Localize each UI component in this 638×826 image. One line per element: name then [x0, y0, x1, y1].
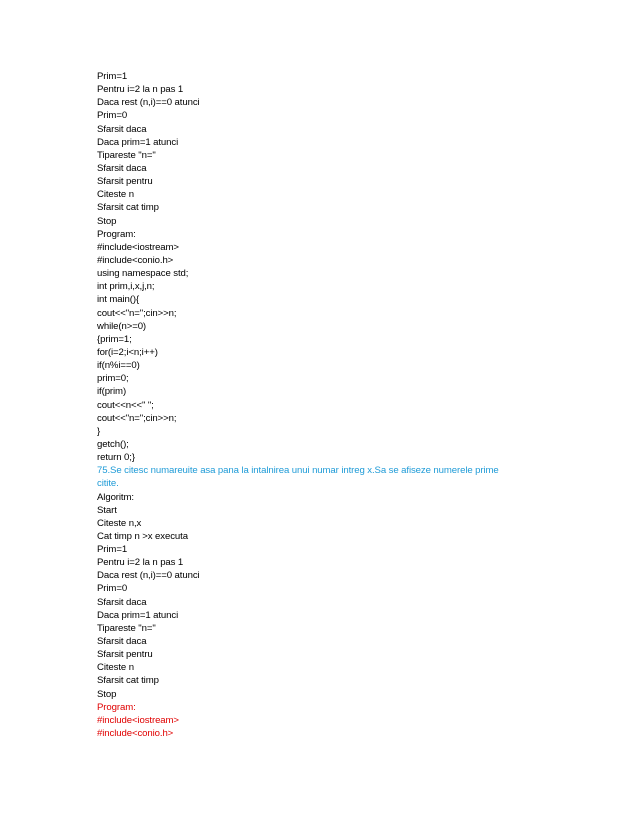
text-line: int main(){ [97, 294, 140, 306]
text-line: Sfarsit cat timp [97, 675, 159, 687]
text-line: while(n>=0) [97, 320, 147, 332]
highlighted-code-line: Program: [97, 701, 136, 713]
text-line: Daca rest (n,i)==0 atunci [97, 97, 200, 109]
text-line: Prim=1 [97, 71, 128, 82]
text-line: } [97, 425, 101, 437]
highlighted-code-line: #include<iostream> [97, 714, 179, 726]
text-line: Cat timp n >x executa [97, 530, 188, 542]
text-line: Pentru i=2 la n pas 1 [97, 84, 184, 96]
highlighted-code-line: #include<conio.h> [97, 728, 174, 740]
text-line: if(prim) [97, 386, 127, 398]
text-line: Sfarsit daca [97, 636, 147, 648]
text-line: cout<<n<<" "; [97, 399, 154, 411]
text-line: Sfarsit daca [97, 596, 147, 608]
text-line: Citeste n,x [97, 517, 142, 529]
text-line: cout<<"n=";cin>>n; [97, 307, 177, 319]
text-line: Sfarsit cat timp [97, 202, 159, 214]
exercise-statement-line: citite. [97, 478, 119, 490]
text-line: Sfarsit daca [97, 123, 147, 135]
text-line: Prim=0 [97, 110, 128, 122]
text-line: Citeste n [97, 189, 134, 201]
text-line: Citeste n [97, 662, 134, 674]
text-line: int prim,i,x,j,n; [97, 281, 155, 293]
text-line: Sfarsit pentru [97, 649, 153, 661]
text-line: Prim=0 [97, 583, 128, 595]
text-line: Algoritm: [97, 491, 134, 503]
text-line: if(n%i==0) [97, 360, 140, 372]
text-line: #include<conio.h> [97, 254, 174, 266]
text-line: Program: [97, 228, 136, 240]
text-line: #include<iostream> [97, 241, 179, 253]
document-body [97, 70, 567, 740]
text-line: for(i=2;i<n;i++) [97, 346, 158, 358]
text-line: using namespace std; [97, 268, 189, 280]
exercise-statement-line: 75.Se citesc numareuite asa pana la intalnirea unui numar intreg x.Sa se afiseze numerele prime [97, 465, 499, 477]
text-line: Stop [97, 688, 117, 700]
text-line: getch(); [97, 438, 129, 450]
text-line: {prim=1; [97, 333, 132, 345]
text-line: return 0;} [97, 452, 135, 464]
text-line: Tipareste "n=" [97, 149, 156, 161]
text-line: Prim=1 [97, 544, 128, 556]
text-line: Tipareste "n=" [97, 622, 156, 634]
text-line: Sfarsit daca [97, 162, 147, 174]
text-line: prim=0; [97, 373, 129, 385]
text-line: Daca prim=1 atunci [97, 609, 179, 621]
text-line: Stop [97, 215, 117, 227]
text-line: Pentru i=2 la n pas 1 [97, 557, 184, 569]
text-line: Start [97, 504, 117, 516]
text-line: Sfarsit pentru [97, 176, 153, 188]
text-line: Daca prim=1 atunci [97, 136, 179, 148]
text-line: cout<<"n=";cin>>n; [97, 412, 177, 424]
text-line: Daca rest (n,i)==0 atunci [97, 570, 200, 582]
